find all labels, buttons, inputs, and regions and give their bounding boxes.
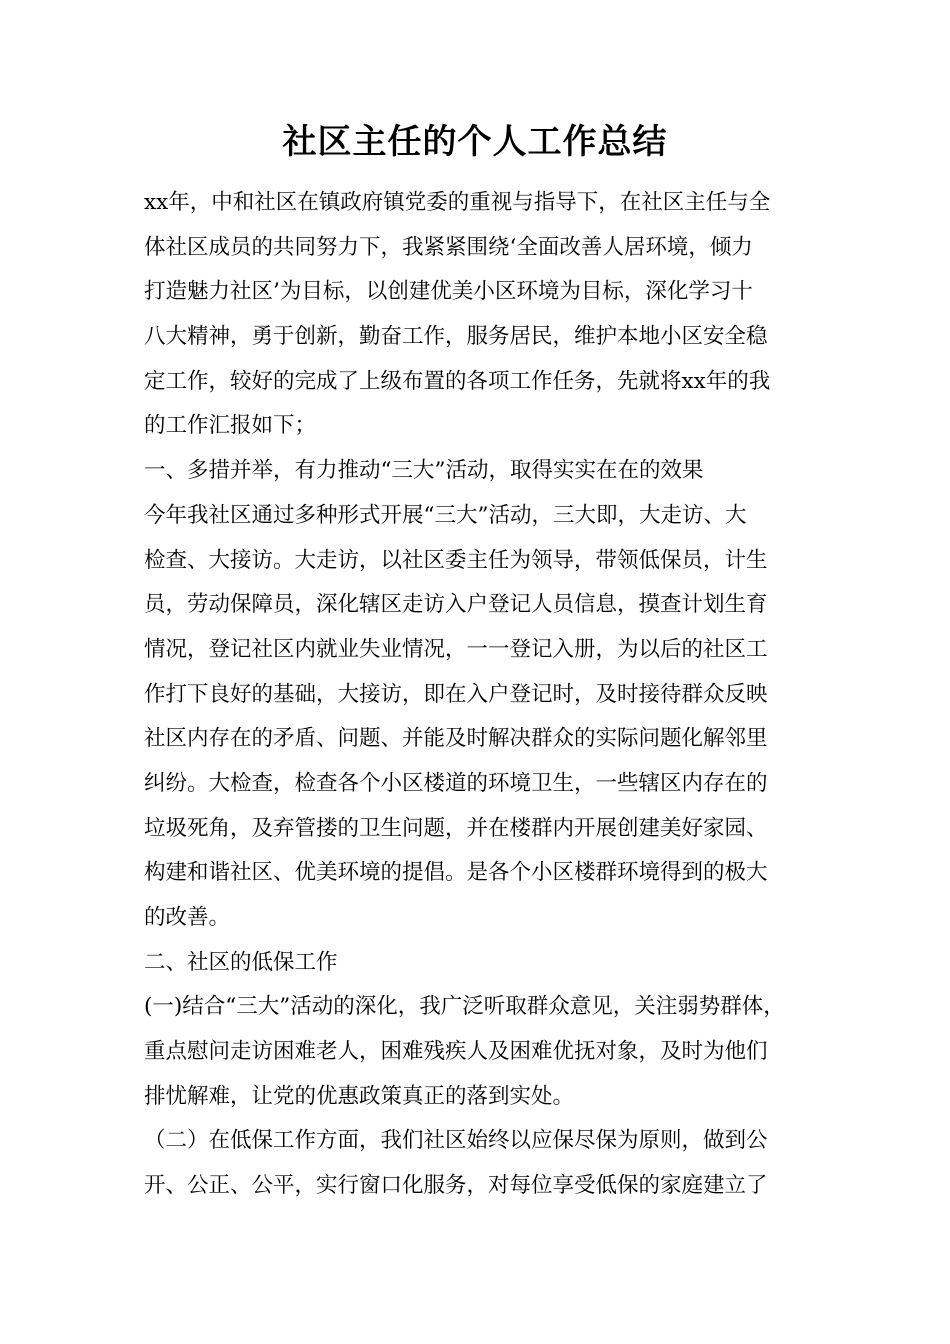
text-line: 开、公正、公平，实行窗口化服务，对每位享受低保的家庭建立了 [144, 1173, 768, 1199]
text-line: 纠纷。大检查，检查各个小区楼道的环境卫生，一些辖区内存在的 [144, 770, 768, 796]
text-line: 体社区成员的共同努力下，我紧紧围绕‘全面改善人居环境，倾力 [144, 234, 753, 260]
paragraph-subsection-2 [144, 1119, 824, 1208]
text-line: 今年我社区通过多种形式开展“三大”活动，三大即，大走访、大 [144, 502, 747, 528]
text-line: 打造魅力社区’为目标，以创建优美小区环境为目标，深化学习十 [144, 279, 753, 305]
text-line: 作打下良好的基础，大接访，即在入户登记时，及时接待群众反映 [144, 681, 768, 707]
text-line: 垃圾死角，及弃管搂的卫生问题，并在楼群内开展创建美好家园、 [144, 815, 768, 841]
document-body [144, 181, 824, 1209]
text-line: 构建和谐社区、优美环境的提倡。是各个小区楼群环境得到的极大 [144, 860, 768, 886]
text-line: 排忧解难，让党的优惠政策真正的落到实处。 [144, 1083, 575, 1109]
text-line: 八大精神，勇于创新，勤奋工作，服务居民，维护本地小区安全稳 [144, 324, 768, 350]
text-line: (一)结合“三大”活动的深化，我广泛听取群众意见，关注弱势群体， [144, 994, 785, 1020]
text-line: 员，劳动保障员，深化辖区走访入户登记人员信息，摸查计划生育 [144, 592, 768, 618]
text-line: 检查、大接访。大走访，以社区委主任为领导，带领低保员，计生 [144, 547, 768, 573]
text-line: 情况，登记社区内就业失业情况，一一登记入册，为以后的社区工 [144, 636, 768, 662]
paragraph-three-activities [144, 494, 824, 941]
paragraph-subsection-1 [144, 985, 824, 1119]
text-line: 定工作，较好的完成了上级布置的各项工作任务，先就将xx年的我 [144, 368, 771, 394]
document-title: 社区主任的个人工作总结 [282, 122, 668, 162]
paragraph-intro [144, 181, 824, 449]
text-line: 社区内存在的矛盾、问题、并能及时解决群众的实际问题化解邻里 [144, 726, 768, 752]
text-line: 的工作汇报如下； [144, 413, 317, 439]
text-line: 的改善。 [144, 905, 231, 931]
text-line: （二）在低保工作方面，我们社区始终以应保尽保为原则，做到公 [144, 1128, 768, 1154]
section-heading-1: 一、多措并举，有力推动“三大”活动，取得实实在在的效果 [144, 458, 704, 484]
text-line: 重点慰问走访困难老人，困难残疾人及困难优抚对象，及时为他们 [144, 1039, 768, 1065]
text-line: xx年，中和社区在镇政府镇党委的重视与指导下，在社区主任与全 [144, 190, 771, 215]
section-heading-2: 二、社区的低保工作 [144, 949, 338, 975]
